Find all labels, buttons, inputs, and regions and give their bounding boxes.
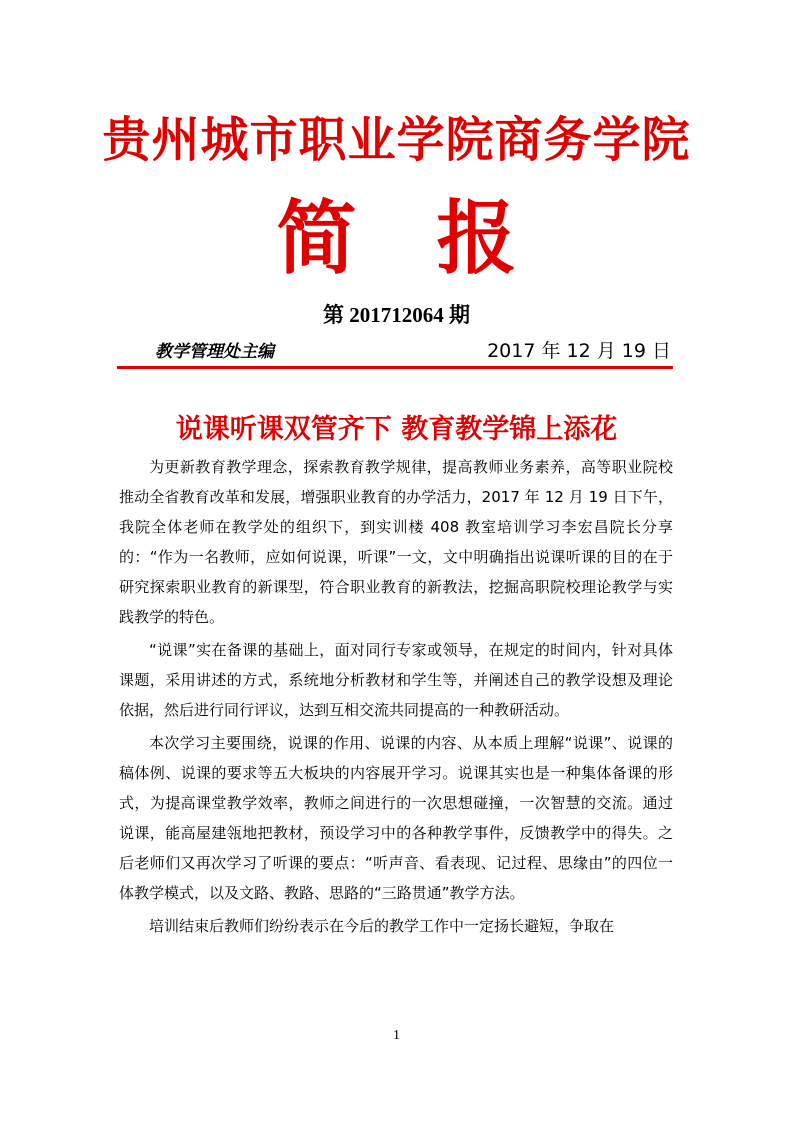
article-paragraph-4: 培训结束后教师们纷纷表示在今后的教学工作中一定扬长避短，争取在 <box>149 917 615 935</box>
page-number: 1 <box>393 1028 400 1043</box>
brief-title-char-1: 简 <box>276 191 357 285</box>
article-headline: 说课听课双管齐下 教育教学锦上添花 <box>175 414 618 445</box>
article-body <box>119 452 673 944</box>
brief-title-char-2: 报 <box>436 191 517 285</box>
header-divider <box>117 366 673 369</box>
article-paragraph-2: “说课”实在备课的基础上，面对同行专家或领导，在规定的时间内，针对具体课题，采用讲述的方式，系统地分析教材和学生等，并阐述自己的教学设想及理论依据，然后进行同行评议，达到互相交流共同提高的一种教研活动。 <box>119 641 673 719</box>
article-paragraph-1: 为更新教育教学理念，探索教育教学规律，提高教师业务素养，高等职业院校推动全省教育改革和发展，增强职业教育的办学活力，2017 年 12 月 19 日下午，我院全体老师在教学处的组织下，到实训楼 408 教室培训学习李宏昌院长分享的：“作为一名教师，应如何说课，听课”一文，文中明确指出说课听课的目的在于研究探索职业教育的新课型，符合职业教育的新教法，挖掘高职院校理论教学与实践教学的特色。 <box>119 458 673 626</box>
editor-label: 教学管理处主编 <box>155 342 274 362</box>
article-paragraph-3: 本次学习主要围绕，说课的作用、说课的内容、从本质上理解“说课”、说课的稿体例、说课的要求等五大板块的内容展开学习。说课其实也是一种集体备课的形式，为提高课堂教学效率，教师之间进行的一次思想碰撞，一次智慧的交流。通过说课，能高屋建瓴地把教材，预设学习中的各种教学事件，反馈教学中的得失。之后老师们又再次学习了听课的要点：“听声音、看表现、记过程、思缘由”的四位一体教学模式，以及文路、教路、思路的“三路贯通”教学方法。 <box>119 734 673 902</box>
issue-number: 第 201712064 期 <box>323 303 470 327</box>
brief-title <box>0 188 793 288</box>
school-title: 贵州城市职业学院商务学院 <box>102 112 691 168</box>
publish-date: 2017 年 12 月 19 日 <box>487 340 671 362</box>
